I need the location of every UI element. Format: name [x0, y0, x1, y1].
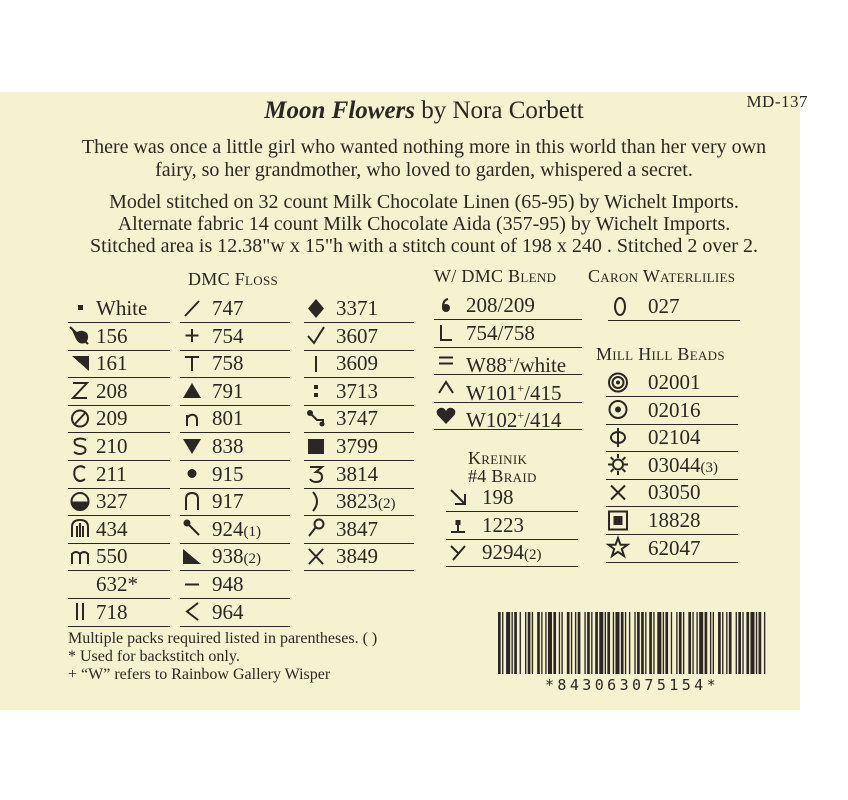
thread-number-text: 3371 [336, 296, 378, 320]
barcode-bar [621, 612, 624, 674]
thread-number [212, 351, 244, 375]
letter-n-icon [180, 405, 204, 431]
legend-row [68, 461, 170, 489]
thread-number [648, 453, 718, 480]
barcode-bar [764, 612, 765, 674]
barcode-bar [671, 612, 672, 674]
thread-number-text: 915 [212, 461, 244, 486]
legend-row [304, 405, 414, 433]
barcode-bar [683, 612, 684, 674]
model-line-1: Model stitched on 32 count Milk Chocolate Linen (65-95) by Wichelt Imports. [109, 191, 739, 213]
thread-number [336, 351, 378, 375]
hook-icon [304, 516, 328, 542]
barcode-bar [599, 612, 603, 674]
legend-row [304, 378, 414, 406]
note-wisper: + “W” refers to Rainbow Gallery Wisper [68, 666, 331, 683]
blend-partner: /white [513, 353, 567, 378]
barcode-bar [584, 612, 585, 674]
thread-number [96, 324, 128, 348]
legend-row [446, 484, 578, 512]
oval-icon [608, 293, 632, 319]
check-icon [304, 323, 328, 349]
letter-z-icon [68, 378, 92, 404]
thread-number-text: 801 [212, 406, 244, 431]
thread-number-text: 208 [96, 378, 128, 403]
thread-number [648, 480, 701, 504]
thread-number [96, 379, 128, 403]
pattern-title [0, 97, 848, 125]
blend-number [466, 376, 561, 405]
legend-row [606, 424, 738, 452]
barcode-bar [512, 612, 513, 674]
thread-number-text: 754 [212, 323, 244, 348]
x-icon [304, 543, 328, 569]
legend-row [68, 295, 170, 323]
thread-number [212, 600, 244, 624]
thread-number-text: 838 [212, 434, 244, 458]
thread-number [96, 572, 138, 596]
barcode-bar [756, 612, 757, 674]
star-outline-icon [606, 535, 630, 561]
barcode-bar [663, 612, 664, 674]
thread-number-text: 9294 [482, 540, 524, 565]
legend-row [446, 539, 578, 567]
thread-number [336, 296, 378, 320]
thread-number [96, 489, 128, 513]
thread-number [212, 462, 244, 486]
letter-s-icon [68, 433, 92, 459]
legend-row [180, 571, 290, 599]
barcode-bar [553, 612, 556, 674]
thread-number [212, 544, 261, 571]
arch-bars-icon [68, 516, 92, 542]
wisper-marker: + [506, 353, 514, 368]
thread-number [212, 572, 244, 596]
thread-number [336, 462, 378, 486]
thread-number-text: 791 [212, 378, 244, 403]
legend-row [68, 543, 170, 571]
barcode-bar [525, 612, 526, 674]
thread-number [648, 536, 701, 560]
blend-thread: W88 [466, 353, 507, 378]
caret-icon [434, 375, 458, 401]
filled-triangle-down-icon [180, 433, 204, 459]
barcode-bar [514, 612, 517, 674]
thread-number-text: 3847 [336, 516, 378, 541]
legend-row [606, 507, 738, 535]
barcode-bar [528, 612, 531, 674]
legend-row [304, 516, 414, 544]
thread-number [648, 294, 680, 318]
thread-number [648, 508, 701, 532]
barcode-bar [625, 612, 626, 674]
blend-number [466, 403, 561, 432]
legend-row [608, 293, 740, 321]
legend-row [434, 347, 582, 378]
thread-number-text: 550 [96, 544, 128, 569]
heading-mill-hill: Mill Hill Beads [596, 344, 725, 364]
target-circle-icon [606, 369, 630, 395]
barcode-bar [591, 612, 592, 674]
legend-row [180, 295, 290, 323]
thread-number [96, 434, 128, 458]
pack-count: (2) [524, 547, 542, 564]
thread-number-text: 3713 [336, 378, 378, 403]
filled-triangle-up-icon [180, 378, 204, 404]
barcode-bar [561, 612, 562, 674]
half-filled-circle-icon [68, 488, 92, 514]
heading-blend: W/ DMC Blend [434, 266, 557, 286]
less-than-icon [180, 599, 204, 625]
legend-row [180, 543, 290, 571]
thread-number [648, 398, 701, 422]
thread-number [336, 544, 378, 568]
thread-number [482, 485, 514, 509]
thread-number-text: 632* [96, 572, 138, 596]
legend-row [434, 320, 582, 348]
thread-number-text: 3799 [336, 434, 378, 458]
thread-number-text: 938 [212, 544, 244, 569]
thread-number-text: 747 [212, 296, 244, 320]
thread-number-text: 327 [96, 489, 128, 514]
pack-count: (1) [243, 523, 261, 540]
thread-number-text: 924 [212, 516, 244, 541]
barcode-bar [595, 612, 598, 674]
dot-link-icon [304, 405, 328, 431]
blend-number [466, 348, 566, 377]
equals-icon [434, 347, 458, 373]
legend-row [180, 323, 290, 351]
barcode-bar [502, 612, 503, 674]
legend-row [68, 323, 170, 351]
thread-number [96, 406, 128, 430]
barcode-bar [613, 612, 614, 674]
barcode-bar [722, 612, 723, 674]
legend-row [68, 350, 170, 378]
barcode-bar [665, 612, 668, 674]
thread-number [212, 406, 244, 430]
legend-row [180, 433, 290, 461]
thread-number-text: 198 [482, 485, 514, 509]
pack-count: (2) [378, 496, 396, 513]
legend-row [68, 433, 170, 461]
thread-number [96, 544, 128, 568]
thread-number-text: 3849 [336, 544, 378, 569]
colon-icon [304, 378, 328, 404]
thread-number-text: 3823 [336, 489, 378, 514]
thread-number-text: 1223 [482, 512, 524, 537]
thread-number [336, 517, 378, 541]
thread-number [336, 406, 378, 430]
plus-icon [180, 323, 204, 349]
thread-number-text: 434 [96, 516, 128, 541]
thread-number [336, 489, 396, 516]
heading-kreinik: Kreinik [468, 448, 528, 468]
barcode-bar [634, 612, 635, 674]
thread-number [212, 379, 244, 403]
barcode-bar [605, 612, 606, 674]
barcode-digits: *843063075154* [544, 676, 720, 694]
barcode-bar [578, 612, 581, 674]
legend-row [180, 350, 290, 378]
barcode-bar [571, 612, 572, 674]
pack-count: (2) [243, 551, 261, 568]
barcode-bar [607, 612, 610, 674]
barcode-bar [759, 612, 762, 674]
barcode-bar [653, 612, 654, 674]
thread-number-text: 964 [212, 599, 244, 624]
thread-number [648, 425, 701, 449]
designer-credit: by Nora Corbett [415, 97, 584, 124]
barcode-bar [575, 612, 576, 674]
barcode-bar [537, 612, 540, 674]
thread-number-text: 718 [96, 599, 128, 624]
thread-number [96, 351, 128, 375]
barcode-bar [718, 612, 721, 674]
double-bar-icon [68, 599, 92, 625]
thread-number [466, 293, 535, 317]
thread-number [336, 324, 378, 348]
thread-number-text: 027 [648, 294, 680, 318]
thread-number [96, 296, 147, 320]
thread-number [336, 434, 378, 458]
barcode-bar [696, 612, 697, 674]
barcode-bar [738, 612, 741, 674]
pattern-name: Moon Flowers [264, 97, 415, 124]
thread-number-text: 18828 [648, 508, 701, 532]
arrow-down-right-icon [446, 484, 470, 510]
thread-number-text: 161 [96, 351, 128, 376]
barcode-bar [541, 612, 542, 674]
legend-row [446, 512, 578, 540]
blend-thread: W102 [466, 408, 518, 433]
thread-number [212, 296, 244, 320]
thread-number [96, 517, 128, 541]
legend-row [304, 488, 414, 516]
inverted-t-icon [446, 512, 470, 538]
thread-number-text: 754/758 [466, 320, 535, 345]
barcode-bar [746, 612, 749, 674]
dot-circle-icon [606, 397, 630, 423]
note-packs: Multiple packs required listed in parentheses. ( ) [68, 630, 378, 647]
dash-icon [180, 571, 204, 597]
small-square-icon [68, 295, 92, 321]
blend-partner: /414 [524, 408, 562, 433]
thread-number [482, 513, 524, 537]
legend-row [606, 535, 738, 563]
barcode-bar [615, 612, 619, 674]
barcode-bar [729, 612, 732, 674]
thread-number [212, 517, 261, 544]
legend-row [180, 516, 290, 544]
barcode-bar [649, 612, 652, 674]
thread-number [648, 370, 701, 394]
barcode-bar [645, 612, 646, 674]
legend-row [180, 405, 290, 433]
filled-wedge-icon [180, 543, 204, 569]
pack-count: (3) [700, 459, 718, 476]
letter-c-icon [68, 461, 92, 487]
barcode-bar [688, 612, 691, 674]
barcode-bar [545, 612, 546, 674]
legend-row [606, 397, 738, 425]
wisper-marker: + [517, 408, 525, 423]
thread-number-text: 948 [212, 572, 244, 596]
thread-number [466, 321, 535, 345]
thread-number-text: 02104 [648, 425, 701, 450]
thread-number [96, 462, 127, 486]
legend-row [606, 479, 738, 507]
chart-key-card [0, 92, 808, 710]
legend-row [304, 295, 414, 323]
barcode-bar [520, 612, 521, 674]
legend-row [304, 543, 414, 571]
thread-number [96, 600, 128, 624]
barcode-bar [699, 612, 703, 674]
comma-dot-icon [434, 292, 458, 318]
heading-kreinik-braid: #4 Braid [468, 466, 537, 486]
heading-dmc-floss: DMC Floss [188, 269, 279, 289]
barcode-bar [559, 612, 560, 674]
blend-partner: /415 [524, 380, 562, 405]
barcode-bar [567, 612, 570, 674]
barcode-bar [750, 612, 754, 674]
thread-number-text: 209 [96, 406, 128, 431]
barcode-bar [679, 612, 682, 674]
legend-row [434, 292, 582, 320]
thread-number-text: 758 [212, 351, 244, 376]
barcode [496, 612, 768, 708]
thread-number-text: White [96, 296, 148, 320]
legend-row [68, 405, 170, 433]
letter-y-icon [446, 539, 470, 565]
thread-number [336, 379, 378, 403]
letter-l-icon [434, 320, 458, 346]
legend-row [434, 375, 582, 403]
legend-row [606, 369, 738, 397]
barcode-bar [742, 612, 743, 674]
pattern-code: MD-137 [746, 92, 808, 111]
heart-icon [434, 402, 458, 428]
barcode-bar [498, 612, 501, 674]
thread-number [212, 489, 244, 513]
legend-row [180, 378, 290, 406]
filled-blob-icon [68, 323, 92, 349]
legend-row [180, 488, 290, 516]
arch-icon [180, 488, 204, 514]
thread-number-text: 210 [96, 434, 128, 458]
legend-row [68, 516, 170, 544]
filled-diamond-icon [304, 295, 328, 321]
slashed-circle-icon [68, 405, 92, 431]
legend-row [304, 323, 414, 351]
sun-icon [606, 452, 630, 478]
thread-number-text: 156 [96, 323, 128, 348]
thread-number-text: 02001 [648, 370, 701, 394]
thread-number [482, 540, 542, 567]
legend-row [304, 350, 414, 378]
barcode-bar [713, 612, 714, 674]
model-line-2: Alternate fabric 14 count Milk Chocolate Aida (357-95) by Wichelt Imports. [117, 213, 731, 235]
thread-number-text: 3607 [336, 323, 378, 348]
pin-icon [180, 516, 204, 542]
barcode-bars [496, 612, 768, 674]
barcode-bar [548, 612, 552, 674]
intro-line-2: fairy, so her grandmother, who loved to garden, whispered a secret. [155, 159, 693, 181]
letter-m-icon [68, 543, 92, 569]
dot-icon [180, 461, 204, 487]
blend-thread: W101 [466, 380, 518, 405]
heading-caron: Caron Waterlilies [588, 266, 736, 286]
vertical-bar-icon [304, 350, 328, 376]
barcode-bar [710, 612, 711, 674]
model-line-3: Stitched area is 12.38"w x 15"h with a stitch count of 198 x 240 . Stitched 2 over 2. [90, 235, 758, 257]
boxed-square-icon [606, 507, 630, 533]
intro-line-1: There was once a little girl who wanted nothing more in this world than her very own [81, 136, 767, 158]
thread-number-text: 03044 [648, 452, 701, 477]
barcode-bar [629, 612, 630, 674]
barcode-bar [657, 612, 661, 674]
barcode-bar [705, 612, 708, 674]
filled-square-icon [304, 433, 328, 459]
thread-number-text: 917 [212, 489, 244, 514]
legend-row [434, 402, 582, 433]
thread-number-text: 3609 [336, 351, 378, 376]
phi-icon [606, 424, 630, 450]
thread-number-text: 211 [96, 461, 127, 486]
legend-row [606, 452, 738, 480]
barcode-bar [637, 612, 640, 674]
numeral-3-icon [304, 461, 328, 487]
legend-row [180, 599, 290, 627]
letter-t-icon [180, 350, 204, 376]
barcode-bar [676, 612, 677, 674]
bold-x-icon [606, 479, 630, 505]
thread-number [212, 324, 244, 348]
legend-row [180, 461, 290, 489]
barcode-bar [532, 612, 533, 674]
thread-number-text: 3814 [336, 461, 378, 486]
thread-number-text: 62047 [648, 535, 701, 560]
note-backstitch: * Used for backstitch only. [68, 648, 240, 665]
thread-number [212, 434, 244, 458]
barcode-bar [641, 612, 644, 674]
legend-row [68, 599, 170, 627]
barcode-bar [587, 612, 590, 674]
barcode-bar [736, 612, 737, 674]
thread-number-text: 3747 [336, 406, 378, 431]
barcode-bar [692, 612, 693, 674]
thread-number-text: 03050 [648, 480, 701, 505]
filled-triangle-corner-icon [68, 350, 92, 376]
wisper-marker: + [517, 380, 525, 395]
legend-row [68, 378, 170, 406]
barcode-bar [726, 612, 727, 674]
thread-number-text: 208/209 [466, 293, 535, 317]
legend-row [68, 571, 170, 599]
thread-number-text: 02016 [648, 397, 701, 422]
legend-row [304, 461, 414, 489]
barcode-bar [506, 612, 510, 674]
slash-icon [180, 295, 204, 321]
legend-row [68, 488, 170, 516]
right-paren-icon [304, 488, 328, 514]
legend-row [304, 433, 414, 461]
